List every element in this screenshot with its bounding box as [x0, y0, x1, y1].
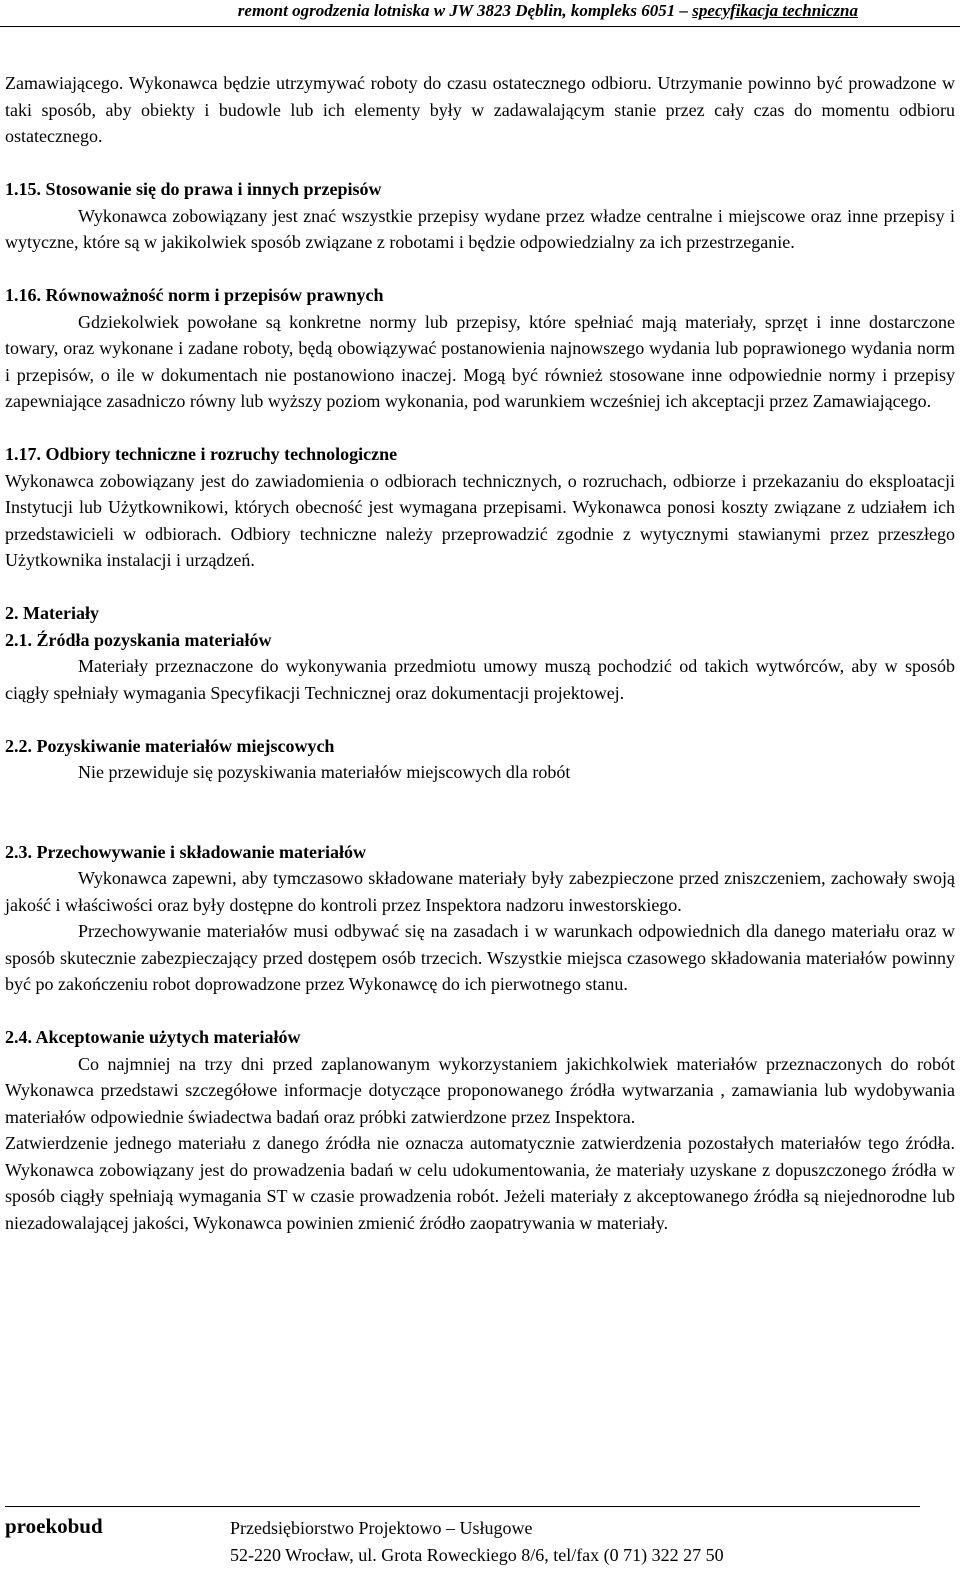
section-1-15-heading: 1.15. Stosowanie się do prawa i innych przepisów [5, 179, 382, 199]
section-1-16-heading: 1.16. Równoważność norm i przepisów prawnych [5, 285, 384, 305]
header-title [238, 1, 858, 21]
section-1-17-heading: 1.17. Odbiory techniczne i rozruchy technologiczne [5, 444, 398, 464]
document-body [5, 70, 955, 1236]
header-link[interactable]: specyfikacja techniczna [692, 1, 858, 20]
section-1-15-paragraph: Wykonawca zobowiązany jest znać wszystkie przepisy wydane przez władze centralne i miejscowe oraz inne przepisy i wytyczne, które są w jakikolwiek sposób związane z robotami i będzie odpowiedzialny za ich przestrzeganie. [5, 205, 955, 252]
section-2-1-heading: 2.1. Źródła pozyskania materiałów [5, 629, 272, 650]
footer-address: 52-220 Wrocław, ul. Grota Roweckiego 8/6, tel/fax (0 71) 322 27 50 [230, 1545, 724, 1565]
section-2-1-paragraph: Materiały przeznaczone do wykonywania przedmiotu umowy muszą pochodzić od takich wytwórców, aby w sposób ciągły spełniały wymagania Specyfikacji Technicznej oraz dokumentacji projektowej. [5, 656, 955, 703]
spacer [5, 786, 955, 839]
spacer [5, 415, 955, 442]
section-1-17-paragraph: Wykonawca zobowiązany jest do zawiadomienia o odbiorach technicznych, o rozruchach, odbiorze i przekazaniu do eksploatacji Instytucji lub Użytkownikowi, których obecność jest wymagana przepisami. Wykonawca ponosi koszty związane z udziałem ich przedstawicieli w odbiorach. Odbiory techniczne należy przeprowadzić zgodnie z wytycznymi stawianymi przez przeszłego Użytkownika instalacji i urządzeń. [5, 470, 955, 570]
footer-divider [5, 1506, 920, 1507]
page-header [0, 0, 960, 30]
section-2-2-heading: 2.2. Pozyskiwanie materiałów miejscowych [5, 735, 335, 756]
section-1-16-paragraph: Gdziekolwiek powołane są konkretne normy lub przepisy, które spełniać mają materiały, sprzęt i inne dostarczone towary, oraz wykonane i zadane roboty, będą obowiązywać postanowienia najnowszego wydania lub poprawionego wydania norm i przepisów, o ile w dokumentach nie postanowiono inaczej. Mogą być również stosowane inne odpowiednie normy i przepisy zapewniające zasadniczo równy lub wyższy poziom wykonania, pod warunkiem wcześniej ich akceptacji przez Zamawiającego. [5, 311, 955, 411]
section-2-heading: 2. Materiały [5, 603, 99, 623]
footer-brand: proekobud [5, 1514, 103, 1538]
spacer [5, 150, 955, 177]
spacer [5, 256, 955, 283]
section-2-4-heading: 2.4. Akceptowanie użytych materiałów [5, 1027, 301, 1047]
section-2-3-heading: 2.3. Przechowywanie i składowanie materiałów [5, 841, 366, 862]
spacer [5, 998, 955, 1025]
spacer [5, 574, 955, 601]
header-divider [0, 26, 960, 27]
section-2-3-paragraph-1: Wykonawca zapewni, aby tymczasowo składowane materiały były zabezpieczone przed zniszczeniem, zachowały swoją jakość i właściwości oraz były dostępne do kontroli przez Inspektora nadzoru inwestorskiego. [5, 868, 955, 915]
footer-company: Przedsiębiorstwo Projektowo – Usługowe [230, 1518, 533, 1538]
section-2-4-paragraph-1: Co najmniej na trzy dni przed zaplanowanym wykorzystaniem jakichkolwiek materiałów przeznaczonych do robót Wykonawca przedstawi szczegółowe informacje dotyczące proponowanego źródła wytwarzania , zamawiania lub wydobywania materiałów odpowiednie świadectwa badań oraz próbki zatwierdzone przez Inspektora. [5, 1053, 955, 1127]
spacer [5, 706, 955, 733]
intro-paragraph: Zamawiającego. Wykonawca będzie utrzymywać roboty do czasu ostatecznego odbioru. Utrzymanie powinno być prowadzone w taki sposób, aby obiekty i budowle lub ich elementy były w zadawalającym stanie przez cały czas do momentu odbioru ostatecznego. [5, 73, 955, 146]
header-title-text: remont ogrodzenia lotniska w JW 3823 Dęblin, kompleks 6051 – [237, 1, 693, 20]
section-2-4-paragraph-2: Zatwierdzenie jednego materiału z danego źródła nie oznacza automatycznie zatwierdzenia pozostałych materiałów tego źródła. Wykonawca zobowiązany jest do prowadzenia badań w celu udokumentowania, że materiały uzyskane z dopuszczonego źródła w sposób ciągły spełniają wymagania ST w czasie prowadzenia robót. Jeżeli materiały z akceptowanego źródła są niejednorodne lub niezadowalającej jakości, Wykonawca powinien zmienić źródło zaopatrywania w materiały. [5, 1133, 955, 1233]
section-2-3-paragraph-2: Przechowywanie materiałów musi odbywać się na zasadach i w warunkach odpowiednich dla danego materiału oraz w sposób skutecznie zabezpieczający przed dostępem osób trzecich. Wszystkie miejsca czasowego składowania materiałów powinny być po zakończeniu robot doprowadzone przez Wykonawcę do ich pierwotnego stanu. [5, 921, 955, 994]
footer-company-info [230, 1515, 724, 1569]
section-2-2-paragraph: Nie przewiduje się pozyskiwania materiałów miejscowych dla robót [78, 762, 571, 782]
